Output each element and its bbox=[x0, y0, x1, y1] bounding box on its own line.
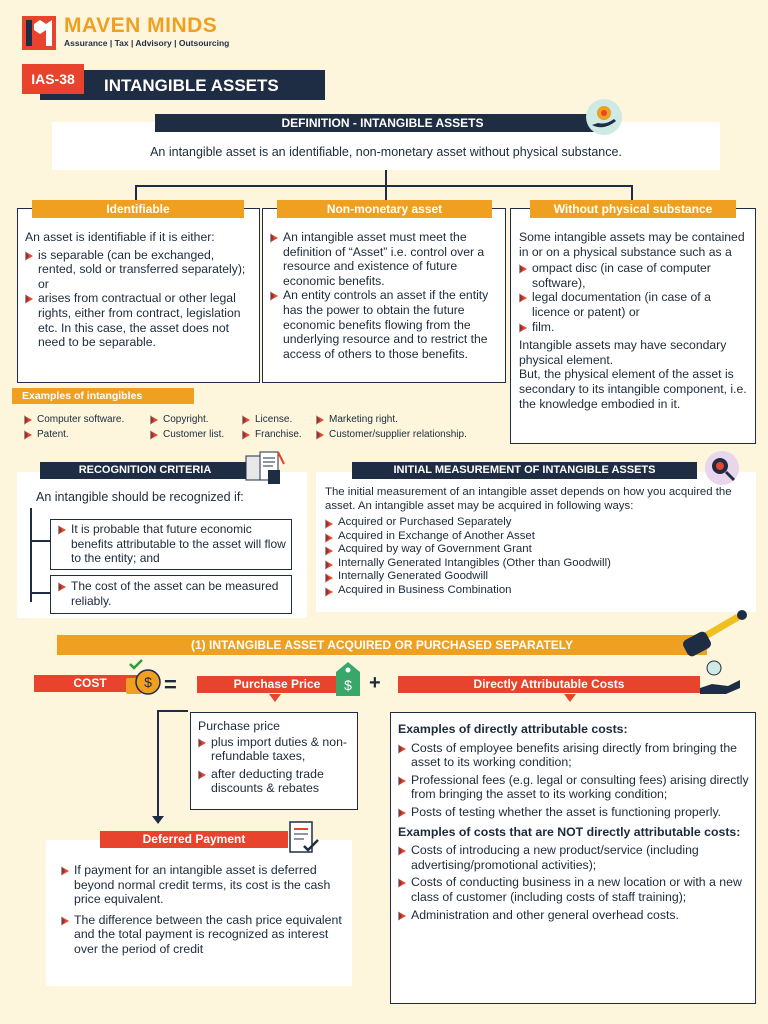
recognition-item2-list bbox=[58, 579, 288, 608]
list-item: Administration and other general overhead costs. bbox=[398, 908, 750, 923]
non-monetary-title: Non-monetary asset bbox=[277, 200, 492, 218]
list-item: Internally Generated Goodwill bbox=[325, 570, 750, 584]
initial-measurement-icon bbox=[702, 450, 742, 486]
recognition-icon bbox=[244, 450, 286, 486]
purchase-price-intro: Purchase price bbox=[198, 719, 281, 733]
hand-coin-icon bbox=[698, 658, 742, 698]
identifiable-content bbox=[25, 230, 255, 350]
list-item: Marketing right. bbox=[316, 412, 516, 427]
list-item: is separable (can be exchanged, rented, sold or transferred separately); or bbox=[25, 248, 255, 292]
plus-sign: + bbox=[369, 672, 381, 694]
list-item: Costs of introducing a new product/service (including advertising/promotional activities); bbox=[398, 843, 750, 872]
list-item: Costs of employee benefits arising directly from bringing the asset to its working condition; bbox=[398, 741, 750, 770]
list-item: Customer list. bbox=[150, 427, 250, 442]
tape-measure-icon bbox=[680, 605, 752, 657]
directly-heading2: Examples of costs that are NOT directly attributable costs: bbox=[398, 824, 741, 839]
initial-measurement-title: INITIAL MEASUREMENT OF INTANGIBLE ASSETS bbox=[352, 462, 697, 479]
purchase-price-content bbox=[198, 719, 358, 796]
list-item: after deducting trade discounts & rebates bbox=[198, 767, 358, 796]
list-item: If payment for an intangible asset is deferred beyond normal credit terms, its cost is the cash price equivalent. bbox=[61, 863, 345, 907]
list-item: The difference between the cash price equivalent and the total payment is recognized as interest over the period of credit bbox=[61, 913, 345, 957]
logo bbox=[22, 16, 62, 50]
without-physical-outro1: Intangible assets may have secondary physical element. bbox=[519, 338, 727, 367]
cost-label: COST bbox=[34, 675, 146, 692]
directly-attributable-label: Directly Attributable Costs bbox=[398, 676, 700, 693]
deferred-list bbox=[61, 863, 345, 956]
purchase-price-label: Purchase Price bbox=[197, 676, 357, 693]
list-item: Computer software. bbox=[24, 412, 154, 427]
list-item: The cost of the asset can be measured reliably. bbox=[58, 579, 288, 608]
list-item: Patent. bbox=[24, 427, 154, 442]
directly-heading1: Examples of directly attributable costs: bbox=[398, 722, 628, 736]
list-item: Acquired by way of Government Grant bbox=[325, 543, 750, 557]
initial-measurement-intro: The initial measurement of an intangible asset depends on how you acquired the asset. An intangible asset may be acquired in following ways: bbox=[325, 486, 732, 512]
initial-measurement-content bbox=[325, 486, 750, 597]
list-item: It is probable that future economic benefits attributable to the asset will flow to the entity; and bbox=[58, 522, 288, 566]
definition-text: An intangible asset is an identifiable, non-monetary asset without physical substance. bbox=[150, 145, 622, 159]
equals-sign: = bbox=[164, 672, 177, 697]
list-item: Professional fees (e.g. legal or consulting fees) arising directly from bringing the asset to its working condition; bbox=[398, 773, 750, 802]
recognition-title: RECOGNITION CRITERIA bbox=[40, 462, 250, 479]
examples-title: Examples of intangibles bbox=[12, 388, 194, 404]
list-item: ompact disc (in case of computer software), bbox=[519, 261, 751, 290]
identifiable-title: Identifiable bbox=[32, 200, 244, 218]
definition-title: DEFINITION - INTANGIBLE ASSETS bbox=[155, 114, 610, 132]
recognition-item1-list bbox=[58, 522, 288, 566]
page-title: INTANGIBLE ASSETS bbox=[104, 76, 279, 95]
list-item: Costs of conducting business in a new location or with a new class of customer (including costs of staff training); bbox=[398, 875, 750, 904]
price-tag-icon bbox=[330, 660, 366, 700]
without-physical-title: Without physical substance bbox=[530, 200, 736, 218]
list-item: Customer/supplier relationship. bbox=[316, 427, 516, 442]
document-check-icon bbox=[286, 820, 320, 856]
ias-badge: IAS-38 bbox=[22, 64, 84, 94]
list-item: plus import duties & non-refundable taxes, bbox=[198, 735, 358, 764]
maven-minds-logo-icon bbox=[22, 16, 62, 50]
list-item: Acquired or Purchased Separately bbox=[325, 516, 750, 530]
list-item: Franchise. bbox=[242, 427, 322, 442]
recognition-intro: An intangible should be recognized if: bbox=[36, 490, 244, 504]
section1-title: (1) INTANGIBLE ASSET ACQUIRED OR PURCHASED SEPARATELY bbox=[57, 635, 707, 655]
brand-name: MAVEN MINDS bbox=[64, 14, 218, 37]
list-item: film. bbox=[519, 320, 751, 335]
list-item: License. bbox=[242, 412, 322, 427]
list-item: legal documentation (in case of a licence or patent) or bbox=[519, 290, 751, 319]
list-item: Internally Generated Intangibles (Other than Goodwill) bbox=[325, 557, 750, 571]
list-item: Copyright. bbox=[150, 412, 250, 427]
list-item: An intangible asset must meet the definition of “Asset” i.e. control over a resource and existence of future economic benefits. bbox=[270, 230, 502, 288]
brand-tagline: Assurance | Tax | Advisory | Outsourcing bbox=[64, 38, 230, 48]
without-physical-content bbox=[519, 230, 751, 411]
identifiable-intro: An asset is identifiable if it is either: bbox=[25, 230, 215, 244]
list-item: An entity controls an asset if the entity has the power to obtain the future economic benefits flowing from the underlying resource and to restrict the access of others to those benefits. bbox=[270, 288, 502, 361]
list-item: arises from contractual or other legal rights, either from contract, legislation etc. In this case, the asset does not need to be separable. bbox=[25, 291, 255, 349]
coins-icon bbox=[122, 658, 162, 698]
deferred-title: Deferred Payment bbox=[100, 831, 288, 848]
svg-text:$: $ bbox=[344, 677, 352, 693]
svg-text:$: $ bbox=[144, 674, 152, 690]
directly-attributable-content bbox=[398, 722, 750, 922]
list-item: Acquired in Exchange of Another Asset bbox=[325, 530, 750, 544]
definition-icon bbox=[584, 97, 624, 137]
without-physical-outro2: But, the physical element of the asset is secondary to its intangible component, i.e. the knowledge embodied in it. bbox=[519, 367, 747, 411]
non-monetary-content bbox=[270, 230, 502, 361]
without-physical-intro: Some intangible assets may be contained in or on a physical substance such as a bbox=[519, 230, 745, 259]
list-item: Acquired in Business Combination bbox=[325, 584, 750, 598]
list-item: Posts of testing whether the asset is functioning properly. bbox=[398, 805, 750, 820]
